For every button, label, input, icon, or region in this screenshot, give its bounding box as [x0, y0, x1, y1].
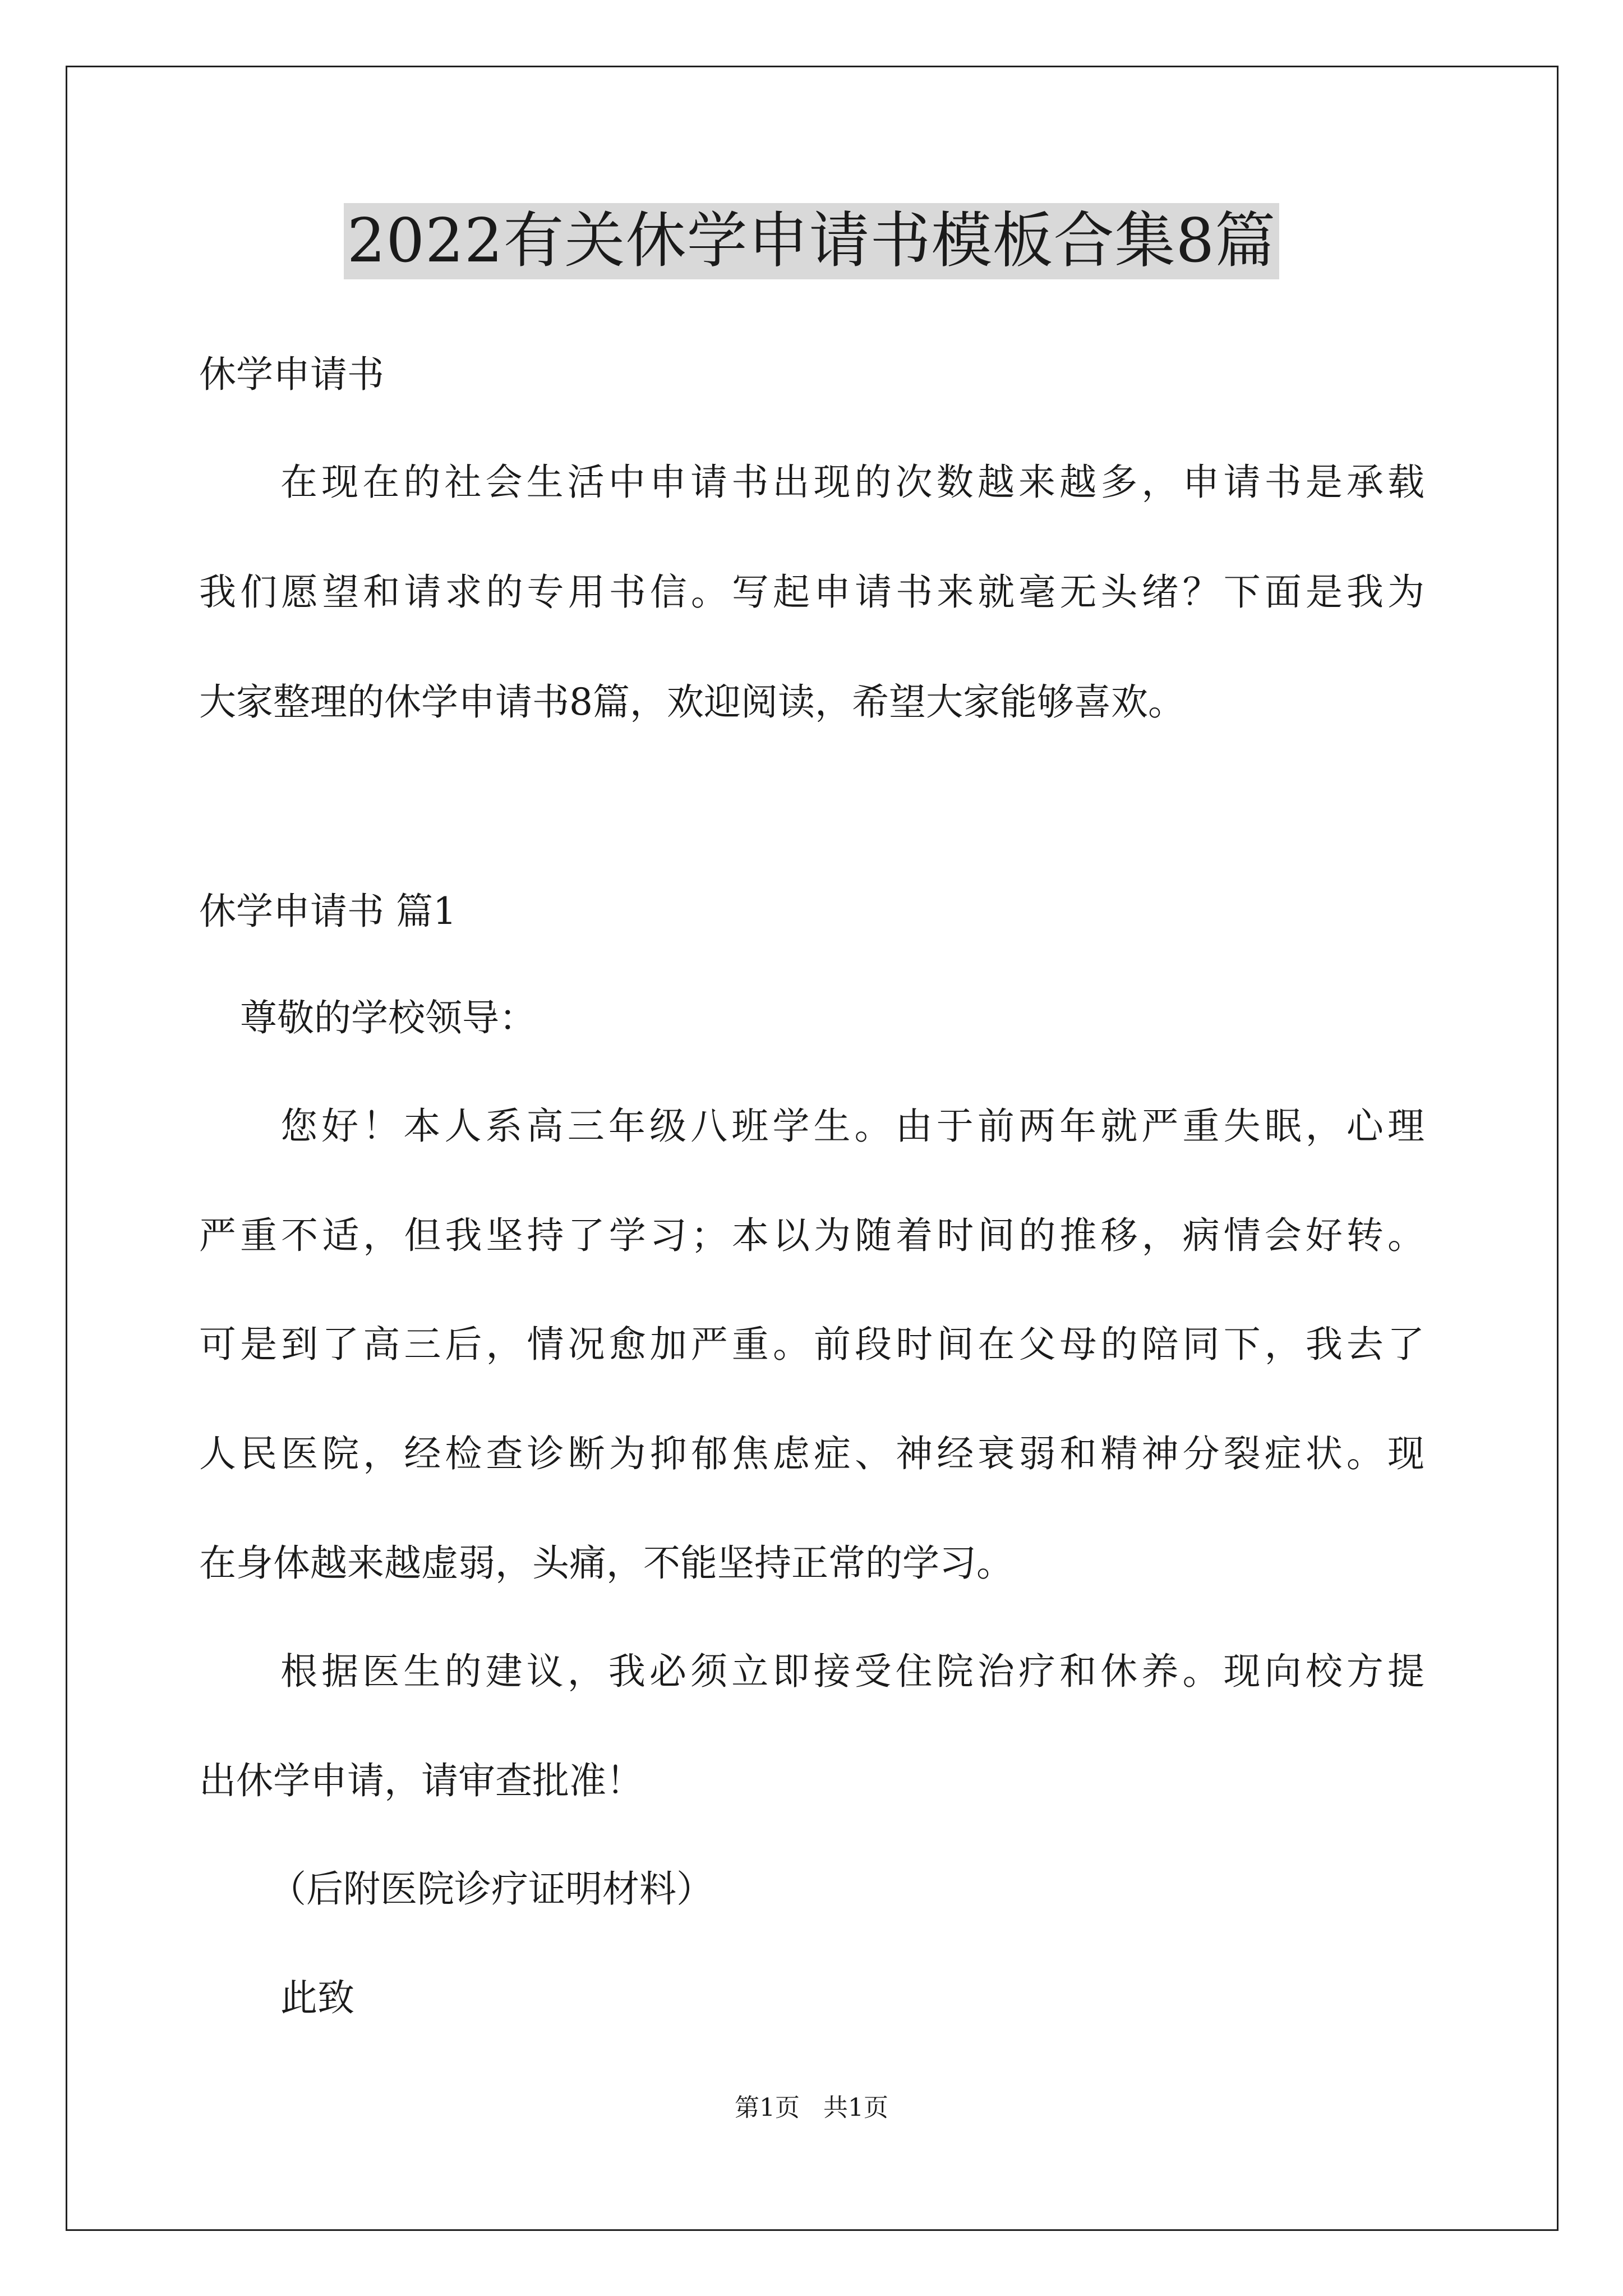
body-line-1: 您好！本人系高三年级八班学生。由于前两年就严重失眠，心理: [280, 1105, 1424, 1148]
body-line-2: 严重不适，但我坚持了学习；本以为随着时间的推移，病情会好转。: [199, 1214, 1424, 1257]
body-line-7: 出休学申请，请审查批准！: [199, 1759, 643, 1802]
heading: 休学申请书: [199, 353, 384, 396]
attachment-note: （后附医院诊疗证明材料）: [269, 1867, 713, 1911]
title-container: [0, 203, 1623, 279]
body-line-6: 根据医生的建议，我必须立即接受住院治疗和休养。现向校方提: [280, 1650, 1424, 1693]
document-title: 2022有关休学申请书模板合集8篇: [344, 203, 1280, 279]
body-line-4: 人民医院，经检查诊断为抑郁焦虑症、神经衰弱和精神分裂症状。现: [199, 1432, 1424, 1475]
page-footer: 第1页 共1页: [735, 2093, 888, 2122]
body-line-3: 可是到了高三后，情况愈加严重。前段时间在父母的陪同下，我去了: [199, 1323, 1424, 1366]
intro-line-2: 我们愿望和请求的专用书信。写起申请书来就毫无头绪？下面是我为: [199, 570, 1424, 614]
body-line-5: 在身体越来越虚弱，头痛，不能坚持正常的学习。: [199, 1542, 1013, 1585]
salutation: 尊敬的学校领导：: [240, 996, 536, 1039]
closing: 此致: [280, 1976, 354, 2019]
intro-line-3: 大家整理的休学申请书8篇，欢迎阅读，希望大家能够喜欢。: [199, 680, 1185, 724]
section-title: 休学申请书 篇1: [199, 890, 457, 933]
intro-line-1: 在现在的社会生活中申请书出现的次数越来越多，申请书是承载: [280, 461, 1424, 504]
